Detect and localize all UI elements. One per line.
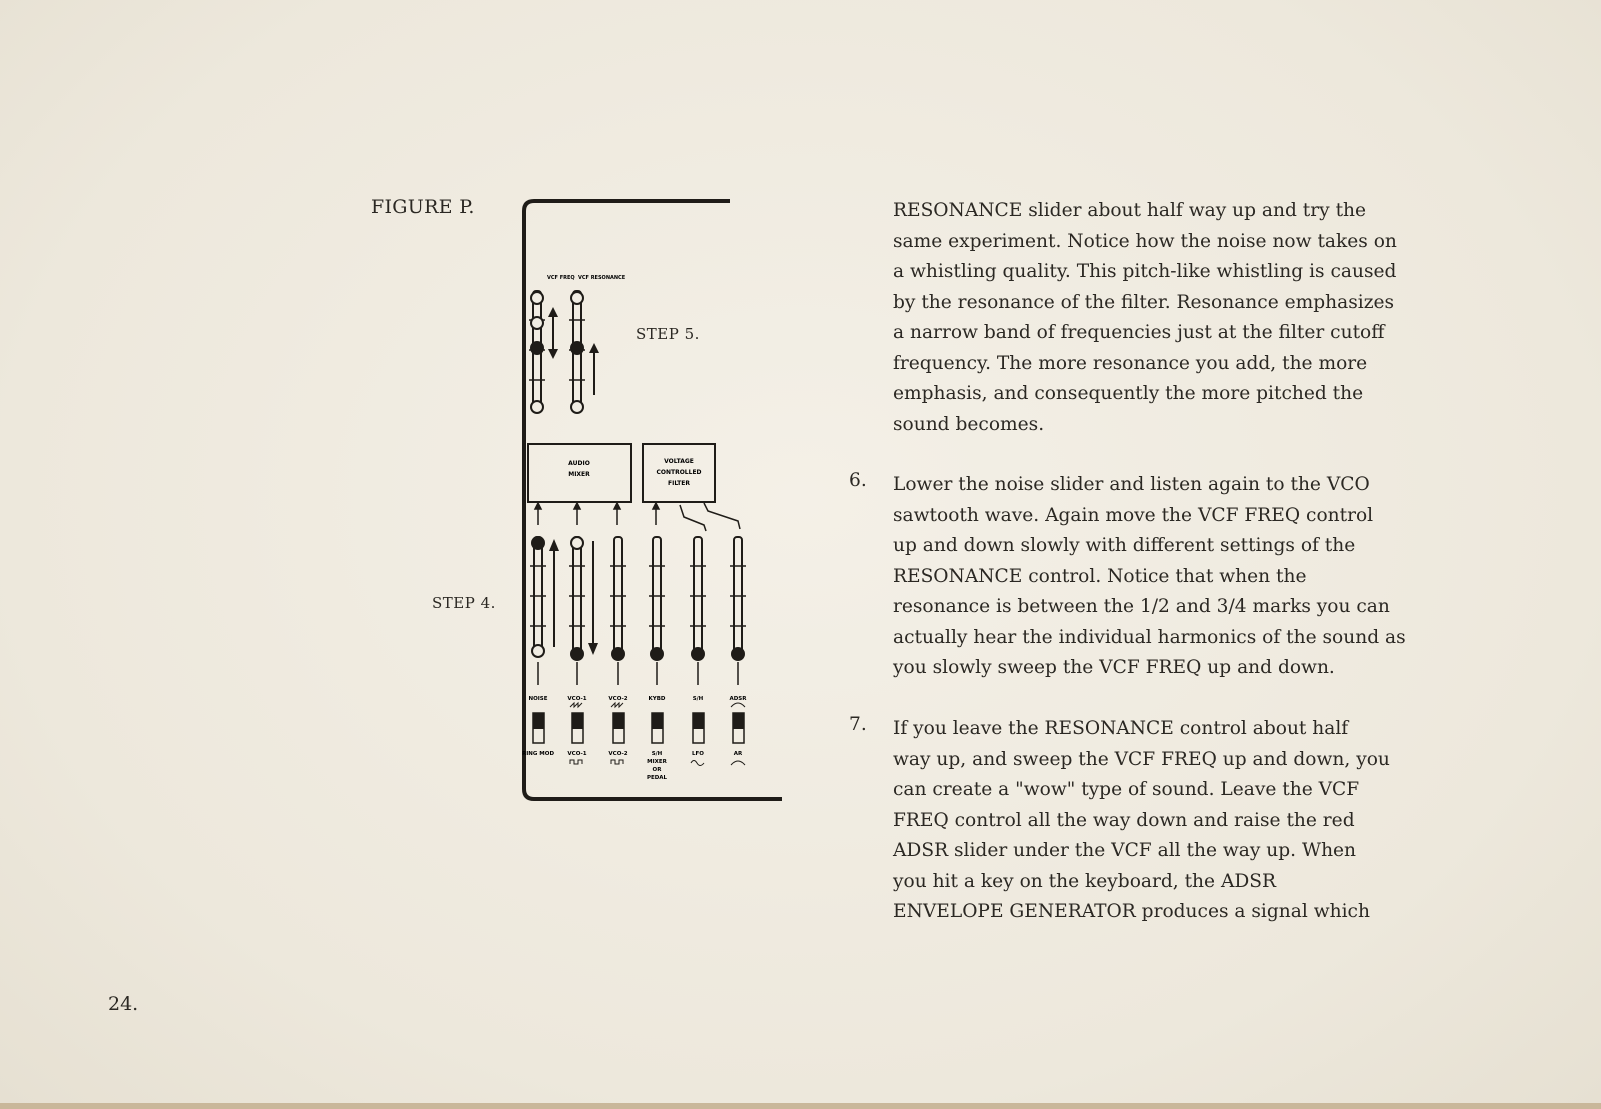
- switch-lfo: [693, 713, 704, 743]
- switch-label-sh: S/H: [651, 751, 663, 757]
- vcf-freq-arrow: [548, 307, 558, 359]
- text-line: a narrow band of frequencies just at the filter cutoff: [893, 322, 1385, 343]
- item-6-number: 6.: [849, 470, 867, 491]
- text-line: ADSR slider under the VCF all the way up. When: [893, 840, 1357, 861]
- sh-slider: [690, 537, 706, 661]
- step-4-label: STEP 4.: [432, 594, 496, 612]
- paragraph-item-6: [893, 470, 1449, 684]
- item-7-number: 7.: [849, 714, 867, 735]
- text-line: by the resonance of the filter. Resonance emphasizes: [893, 291, 1395, 313]
- slider-labels: [528, 696, 747, 702]
- switch-ring-mod: [533, 713, 544, 743]
- svg-text:AUDIO: AUDIO: [568, 460, 590, 467]
- waveform-marks: [570, 703, 745, 707]
- vcf-freq-label: VCF FREQ: [547, 275, 575, 281]
- svg-text:CONTROLLED: CONTROLLED: [656, 469, 702, 476]
- text-line: way up, and sweep the VCF FREQ up and down, you: [893, 748, 1390, 770]
- figure-caption: FIGURE P.: [371, 196, 475, 218]
- switches: [533, 713, 744, 743]
- text-line: sound becomes.: [893, 413, 1045, 435]
- vcf-box: [643, 444, 715, 502]
- vcf-resonance-slider: [569, 291, 585, 413]
- text-line: you slowly sweep the VCF FREQ up and down.: [893, 657, 1335, 678]
- pedal-line-3: PEDAL: [646, 775, 668, 781]
- vcf-resonance-label: VCF RESONANCE: [578, 275, 626, 281]
- svg-text:VOLTAGE: VOLTAGE: [664, 458, 694, 465]
- label-vco2: VCO-2: [608, 696, 628, 702]
- switch-vco1: [572, 713, 583, 743]
- svg-text:FILTER: FILTER: [668, 480, 690, 487]
- audio-mixer-box: [528, 444, 631, 502]
- label-adsr: ADSR: [729, 696, 747, 702]
- switch-labels: [522, 751, 743, 781]
- pedal-line-1: MIXER: [647, 759, 667, 765]
- switch-label-vco1: VCO-1: [567, 751, 587, 757]
- text-line: you hit a key on the keyboard, the ADSR: [893, 870, 1277, 892]
- slider-stems: [538, 662, 738, 685]
- text-line: FREQ control all the way down and raise the red: [893, 809, 1355, 831]
- step-5-label: STEP 5.: [636, 325, 700, 343]
- text-line: RESONANCE slider about half way up and try the: [893, 200, 1367, 221]
- label-noise: NOISE: [528, 696, 548, 702]
- noise-slider: [530, 536, 546, 657]
- noise-arrow: [549, 539, 559, 647]
- switch-vco2: [613, 713, 624, 743]
- text-line: actually hear the individual harmonics of the sound as: [893, 626, 1406, 648]
- vcf-resonance-arrow: [589, 343, 599, 395]
- paragraph-resonance: [893, 196, 1449, 440]
- switch-label-ar: AR: [733, 751, 743, 757]
- switch-ar: [733, 713, 744, 743]
- vco1-slider: [569, 537, 585, 661]
- page-bottom-edge: [0, 1103, 1601, 1109]
- text-line: same experiment. Notice how the noise now takes on: [893, 230, 1397, 252]
- vcf-freq-slider: [529, 291, 545, 413]
- vco2-slider: [610, 537, 626, 661]
- text-line: frequency. The more resonance you add, the more: [893, 352, 1368, 374]
- text-line: ENVELOPE GENERATOR produces a signal which: [893, 901, 1370, 922]
- vco1-arrow: [588, 541, 598, 655]
- svg-text:MIXER: MIXER: [568, 471, 590, 478]
- text-line: sawtooth wave. Again move the VCF FREQ control: [893, 504, 1374, 526]
- switch-label-lfo: LFO: [692, 751, 704, 757]
- switch-sh: [652, 713, 663, 743]
- pedal-line-2: OR: [652, 767, 662, 773]
- synth-panel-diagram: [520, 195, 792, 820]
- paragraph-item-7: [893, 714, 1449, 928]
- text-line: If you leave the RESONANCE control about half: [893, 718, 1349, 739]
- text-line: a whistling quality. This pitch-like whistling is caused: [893, 261, 1397, 282]
- label-sh: S/H: [692, 696, 704, 702]
- adsr-slider: [730, 537, 746, 661]
- text-line: RESONANCE control. Notice that when the: [893, 565, 1307, 587]
- text-line: Lower the noise slider and listen again to the VCO: [893, 474, 1370, 495]
- kybd-slider: [649, 537, 665, 661]
- text-line: emphasis, and consequently the more pitched the: [893, 383, 1364, 404]
- connector-arrows: [535, 503, 740, 531]
- text-line: can create a "wow" type of sound. Leave the VCF: [893, 779, 1360, 800]
- text-line: up and down slowly with different settings of the: [893, 535, 1356, 556]
- page-number: 24.: [108, 993, 139, 1015]
- switch-label-vco2: VCO-2: [608, 751, 628, 757]
- label-vco1: VCO-1: [567, 696, 587, 702]
- text-line: resonance is between the 1/2 and 3/4 marks you can: [893, 596, 1390, 617]
- switch-label-ring: RING MOD: [521, 751, 555, 757]
- panel-outline: [521, 201, 782, 799]
- label-kybd: KYBD: [648, 696, 666, 702]
